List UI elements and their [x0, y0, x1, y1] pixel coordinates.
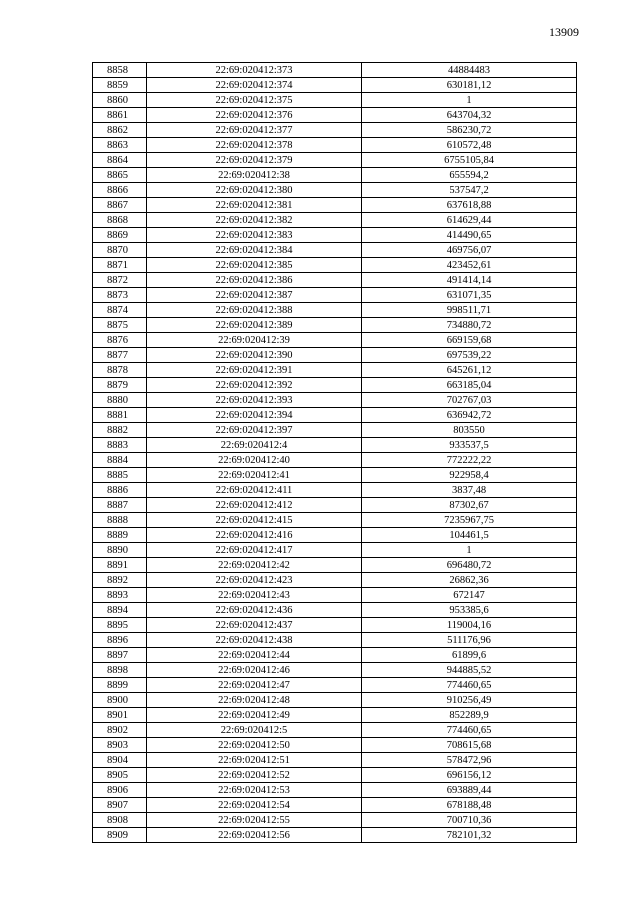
cadastral-value-cell: 693889,44 [362, 783, 577, 798]
cadastral-number-cell: 22:69:020412:393 [147, 393, 362, 408]
row-number-cell: 8905 [93, 768, 147, 783]
table-row [93, 453, 577, 468]
table-row [93, 378, 577, 393]
cadastral-number-cell: 22:69:020412:55 [147, 813, 362, 828]
cadastral-value-cell: 414490,65 [362, 228, 577, 243]
cadastral-value-cell: 537547,2 [362, 183, 577, 198]
table-row [93, 603, 577, 618]
table-row [93, 753, 577, 768]
table-row [93, 573, 577, 588]
cadastral-value-cell: 1 [362, 543, 577, 558]
cadastral-number-cell: 22:69:020412:384 [147, 243, 362, 258]
cadastral-number-cell: 22:69:020412:43 [147, 588, 362, 603]
row-number-cell: 8882 [93, 423, 147, 438]
table-row [93, 678, 577, 693]
cadastral-number-cell: 22:69:020412:375 [147, 93, 362, 108]
row-number-cell: 8895 [93, 618, 147, 633]
cadastral-value-table [92, 62, 577, 843]
table-row [93, 108, 577, 123]
cadastral-value-cell: 630181,12 [362, 78, 577, 93]
cadastral-value-cell: 578472,96 [362, 753, 577, 768]
table-row [93, 513, 577, 528]
cadastral-value-cell: 774460,65 [362, 723, 577, 738]
table-row [93, 828, 577, 843]
table-row [93, 738, 577, 753]
row-number-cell: 8890 [93, 543, 147, 558]
row-number-cell: 8869 [93, 228, 147, 243]
table-row [93, 723, 577, 738]
row-number-cell: 8903 [93, 738, 147, 753]
row-number-cell: 8892 [93, 573, 147, 588]
cadastral-value-cell: 3837,48 [362, 483, 577, 498]
cadastral-number-cell: 22:69:020412:38 [147, 168, 362, 183]
table-row [93, 798, 577, 813]
cadastral-number-cell: 22:69:020412:392 [147, 378, 362, 393]
row-number-cell: 8886 [93, 483, 147, 498]
cadastral-number-cell: 22:69:020412:376 [147, 108, 362, 123]
cadastral-number-cell: 22:69:020412:52 [147, 768, 362, 783]
cadastral-number-cell: 22:69:020412:41 [147, 468, 362, 483]
row-number-cell: 8889 [93, 528, 147, 543]
cadastral-value-cell: 636942,72 [362, 408, 577, 423]
row-number-cell: 8868 [93, 213, 147, 228]
row-number-cell: 8885 [93, 468, 147, 483]
row-number-cell: 8858 [93, 63, 147, 78]
cadastral-value-cell: 953385,6 [362, 603, 577, 618]
row-number-cell: 8876 [93, 333, 147, 348]
cadastral-number-cell: 22:69:020412:390 [147, 348, 362, 363]
cadastral-value-cell: 637618,88 [362, 198, 577, 213]
cadastral-value-cell: 610572,48 [362, 138, 577, 153]
cadastral-number-cell: 22:69:020412:4 [147, 438, 362, 453]
cadastral-value-cell: 511176,96 [362, 633, 577, 648]
cadastral-value-cell: 702767,03 [362, 393, 577, 408]
cadastral-number-cell: 22:69:020412:436 [147, 603, 362, 618]
cadastral-number-cell: 22:69:020412:379 [147, 153, 362, 168]
cadastral-value-cell: 643704,32 [362, 108, 577, 123]
table-row [93, 303, 577, 318]
cadastral-value-cell: 119004,16 [362, 618, 577, 633]
table-row [93, 663, 577, 678]
cadastral-number-cell: 22:69:020412:46 [147, 663, 362, 678]
row-number-cell: 8888 [93, 513, 147, 528]
table-row [93, 123, 577, 138]
table-row [93, 558, 577, 573]
cadastral-value-cell: 645261,12 [362, 363, 577, 378]
cadastral-value-cell: 491414,14 [362, 273, 577, 288]
cadastral-value-cell: 933537,5 [362, 438, 577, 453]
cadastral-number-cell: 22:69:020412:50 [147, 738, 362, 753]
cadastral-value-cell: 26862,36 [362, 573, 577, 588]
table-row [93, 243, 577, 258]
cadastral-number-cell: 22:69:020412:417 [147, 543, 362, 558]
row-number-cell: 8871 [93, 258, 147, 273]
table-row [93, 648, 577, 663]
table-row [93, 813, 577, 828]
cadastral-value-cell: 631071,35 [362, 288, 577, 303]
cadastral-number-cell: 22:69:020412:5 [147, 723, 362, 738]
cadastral-number-cell: 22:69:020412:412 [147, 498, 362, 513]
cadastral-number-cell: 22:69:020412:385 [147, 258, 362, 273]
cadastral-number-cell: 22:69:020412:48 [147, 693, 362, 708]
table-row [93, 588, 577, 603]
row-number-cell: 8901 [93, 708, 147, 723]
row-number-cell: 8899 [93, 678, 147, 693]
row-number-cell: 8862 [93, 123, 147, 138]
cadastral-value-cell: 697539,22 [362, 348, 577, 363]
cadastral-number-cell: 22:69:020412:383 [147, 228, 362, 243]
row-number-cell: 8904 [93, 753, 147, 768]
table-row [93, 273, 577, 288]
cadastral-number-cell: 22:69:020412:416 [147, 528, 362, 543]
table-body [93, 63, 577, 843]
row-number-cell: 8897 [93, 648, 147, 663]
cadastral-number-cell: 22:69:020412:415 [147, 513, 362, 528]
table-row [93, 318, 577, 333]
cadastral-number-cell: 22:69:020412:42 [147, 558, 362, 573]
row-number-cell: 8872 [93, 273, 147, 288]
table-row [93, 198, 577, 213]
cadastral-number-cell: 22:69:020412:381 [147, 198, 362, 213]
cadastral-number-cell: 22:69:020412:394 [147, 408, 362, 423]
cadastral-value-cell: 910256,49 [362, 693, 577, 708]
table-row [93, 543, 577, 558]
cadastral-number-cell: 22:69:020412:49 [147, 708, 362, 723]
row-number-cell: 8863 [93, 138, 147, 153]
cadastral-number-cell: 22:69:020412:387 [147, 288, 362, 303]
cadastral-value-cell: 772222,22 [362, 453, 577, 468]
cadastral-value-cell: 423452,61 [362, 258, 577, 273]
cadastral-number-cell: 22:69:020412:47 [147, 678, 362, 693]
table-row [93, 258, 577, 273]
table-row [93, 393, 577, 408]
row-number-cell: 8860 [93, 93, 147, 108]
row-number-cell: 8859 [93, 78, 147, 93]
table-row [93, 348, 577, 363]
row-number-cell: 8861 [93, 108, 147, 123]
cadastral-value-cell: 734880,72 [362, 318, 577, 333]
table-row [93, 213, 577, 228]
table-row [93, 228, 577, 243]
table-row [93, 438, 577, 453]
cadastral-value-cell: 655594,2 [362, 168, 577, 183]
cadastral-number-cell: 22:69:020412:39 [147, 333, 362, 348]
cadastral-value-cell: 469756,07 [362, 243, 577, 258]
cadastral-number-cell: 22:69:020412:40 [147, 453, 362, 468]
cadastral-number-cell: 22:69:020412:56 [147, 828, 362, 843]
cadastral-number-cell: 22:69:020412:397 [147, 423, 362, 438]
table-row [93, 408, 577, 423]
cadastral-value-cell: 614629,44 [362, 213, 577, 228]
table-row [93, 333, 577, 348]
row-number-cell: 8883 [93, 438, 147, 453]
cadastral-number-cell: 22:69:020412:388 [147, 303, 362, 318]
cadastral-value-cell: 700710,36 [362, 813, 577, 828]
table-row [93, 468, 577, 483]
table-row [93, 528, 577, 543]
row-number-cell: 8908 [93, 813, 147, 828]
table-row [93, 183, 577, 198]
cadastral-value-cell: 998511,71 [362, 303, 577, 318]
row-number-cell: 8894 [93, 603, 147, 618]
cadastral-number-cell: 22:69:020412:51 [147, 753, 362, 768]
table-row [93, 288, 577, 303]
row-number-cell: 8896 [93, 633, 147, 648]
cadastral-number-cell: 22:69:020412:44 [147, 648, 362, 663]
cadastral-value-cell: 944885,52 [362, 663, 577, 678]
table-row [93, 363, 577, 378]
row-number-cell: 8865 [93, 168, 147, 183]
table-row [93, 483, 577, 498]
table-row [93, 783, 577, 798]
row-number-cell: 8909 [93, 828, 147, 843]
cadastral-value-cell: 7235967,75 [362, 513, 577, 528]
cadastral-value-cell: 1 [362, 93, 577, 108]
table-row [93, 63, 577, 78]
cadastral-value-cell: 708615,68 [362, 738, 577, 753]
row-number-cell: 8875 [93, 318, 147, 333]
cadastral-number-cell: 22:69:020412:391 [147, 363, 362, 378]
row-number-cell: 8893 [93, 588, 147, 603]
cadastral-number-cell: 22:69:020412:382 [147, 213, 362, 228]
cadastral-number-cell: 22:69:020412:380 [147, 183, 362, 198]
cadastral-value-cell: 696480,72 [362, 558, 577, 573]
cadastral-number-cell: 22:69:020412:373 [147, 63, 362, 78]
cadastral-number-cell: 22:69:020412:423 [147, 573, 362, 588]
cadastral-value-cell: 586230,72 [362, 123, 577, 138]
row-number-cell: 8891 [93, 558, 147, 573]
table-row [93, 138, 577, 153]
row-number-cell: 8900 [93, 693, 147, 708]
row-number-cell: 8880 [93, 393, 147, 408]
table-row [93, 168, 577, 183]
cadastral-number-cell: 22:69:020412:53 [147, 783, 362, 798]
row-number-cell: 8873 [93, 288, 147, 303]
row-number-cell: 8866 [93, 183, 147, 198]
table-row [93, 153, 577, 168]
cadastral-value-cell: 663185,04 [362, 378, 577, 393]
table-row [93, 633, 577, 648]
cadastral-value-cell: 87302,67 [362, 498, 577, 513]
row-number-cell: 8898 [93, 663, 147, 678]
cadastral-value-cell: 922958,4 [362, 468, 577, 483]
row-number-cell: 8867 [93, 198, 147, 213]
row-number-cell: 8864 [93, 153, 147, 168]
table-row [93, 78, 577, 93]
row-number-cell: 8887 [93, 498, 147, 513]
cadastral-value-cell: 803550 [362, 423, 577, 438]
table-row [93, 618, 577, 633]
cadastral-value-cell: 6755105,84 [362, 153, 577, 168]
cadastral-value-cell: 852289,9 [362, 708, 577, 723]
row-number-cell: 8878 [93, 363, 147, 378]
row-number-cell: 8906 [93, 783, 147, 798]
row-number-cell: 8879 [93, 378, 147, 393]
row-number-cell: 8881 [93, 408, 147, 423]
cadastral-value-cell: 669159,68 [362, 333, 577, 348]
cadastral-value-cell: 61899,6 [362, 648, 577, 663]
table-row [93, 498, 577, 513]
cadastral-number-cell: 22:69:020412:378 [147, 138, 362, 153]
table-row [93, 708, 577, 723]
cadastral-number-cell: 22:69:020412:389 [147, 318, 362, 333]
cadastral-number-cell: 22:69:020412:54 [147, 798, 362, 813]
table-row [93, 693, 577, 708]
row-number-cell: 8874 [93, 303, 147, 318]
cadastral-number-cell: 22:69:020412:386 [147, 273, 362, 288]
cadastral-value-cell: 774460,65 [362, 678, 577, 693]
table-row [93, 423, 577, 438]
cadastral-value-cell: 104461,5 [362, 528, 577, 543]
cadastral-number-cell: 22:69:020412:411 [147, 483, 362, 498]
cadastral-value-cell: 696156,12 [362, 768, 577, 783]
cadastral-number-cell: 22:69:020412:374 [147, 78, 362, 93]
row-number-cell: 8902 [93, 723, 147, 738]
cadastral-number-cell: 22:69:020412:438 [147, 633, 362, 648]
row-number-cell: 8884 [93, 453, 147, 468]
page-number: 13909 [549, 25, 579, 39]
row-number-cell: 8870 [93, 243, 147, 258]
row-number-cell: 8877 [93, 348, 147, 363]
cadastral-value-cell: 782101,32 [362, 828, 577, 843]
cadastral-number-cell: 22:69:020412:377 [147, 123, 362, 138]
cadastral-value-cell: 672147 [362, 588, 577, 603]
cadastral-value-cell: 44884483 [362, 63, 577, 78]
cadastral-value-cell: 678188,48 [362, 798, 577, 813]
table-row [93, 93, 577, 108]
row-number-cell: 8907 [93, 798, 147, 813]
cadastral-number-cell: 22:69:020412:437 [147, 618, 362, 633]
table-row [93, 768, 577, 783]
